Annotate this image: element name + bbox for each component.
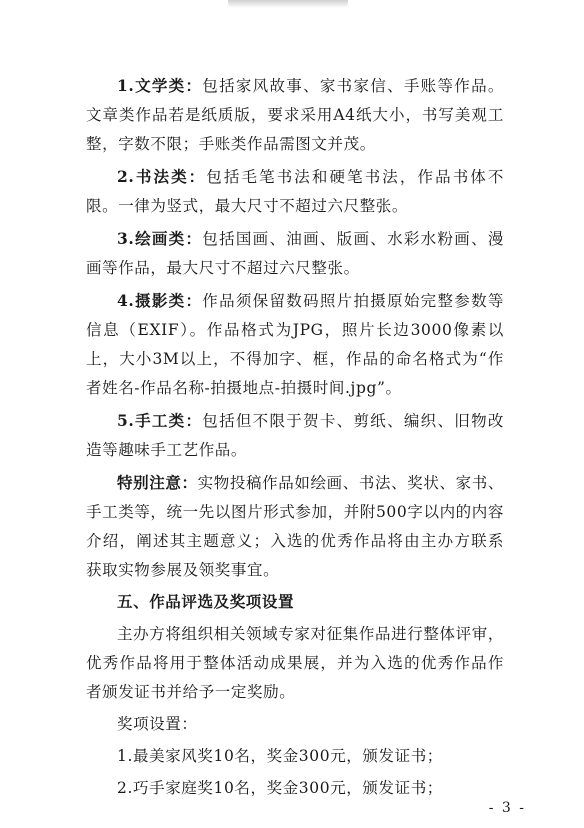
document-body — [86, 71, 504, 806]
scan-smudge — [228, 0, 348, 8]
section-heading: 五、作品评选及奖项设置 — [117, 593, 295, 611]
item-text: 作品须保留数码照片拍摄原始完整参数等信息（EXIF）。作品格式为JPG，照片长边3000像素以上，大小3M以上，不得加字、框，作品的命名格式为“作者姓名-作品名称-拍摄地点-拍摄时间.jpg”。 — [86, 292, 504, 397]
item-calligraphy — [86, 162, 504, 221]
item-painting — [86, 224, 504, 283]
award-item: 2.巧手家庭奖10名，奖金300元，颁发证书； — [117, 779, 443, 797]
item-handicraft — [86, 406, 504, 465]
item-lead: 5.手工类： — [117, 411, 203, 430]
awards-label: 奖项设置： — [117, 715, 198, 733]
item-lead: 1.文学类： — [117, 76, 203, 95]
section-body: 主办方将组织相关领域专家对征集作品进行整体评审，优秀作品将用于整体活动成果展，并为入选的优秀作品作者颁发证书并给予一定奖励。 — [86, 625, 504, 701]
item-photography — [86, 286, 504, 403]
item-lead: 3.绘画类： — [117, 229, 203, 248]
item-text: 包括毛笔书法和硬笔书法，作品书体不限。一律为竖式，最大尺寸不超过六尺整张。 — [86, 168, 504, 215]
item-text: 包括国画、油画、版画、水彩水粉画、漫画等作品，最大尺寸不超过六尺整张。 — [86, 230, 504, 277]
item-lead: 特别注意： — [117, 473, 198, 492]
item-lead: 2.书法类： — [117, 167, 207, 186]
item-text: 实物投稿作品如绘画、书法、奖状、家书、手工类等，统一先以图片形式参加，并附500字以内的内容介绍，阐述其主题意义；入选的优秀作品将由主办方联系获取实物参展及领奖事宜。 — [86, 474, 504, 579]
page-number: - 3 - — [488, 800, 526, 816]
item-lead: 4.摄影类： — [117, 291, 203, 310]
item-literature — [86, 71, 504, 159]
item-text: 包括但不限于贺卡、剪纸、编织、旧物改造等趣味手工艺作品。 — [86, 412, 504, 459]
item-special-note — [86, 468, 504, 585]
award-item: 1.最美家风奖10名，奖金300元，颁发证书； — [117, 747, 443, 765]
item-text: 包括家风故事、家书家信、手账等作品。文章类作品若是纸质版，要求采用A4纸大小，书写美观工整，字数不限；手账类作品需图文并茂。 — [86, 77, 504, 153]
